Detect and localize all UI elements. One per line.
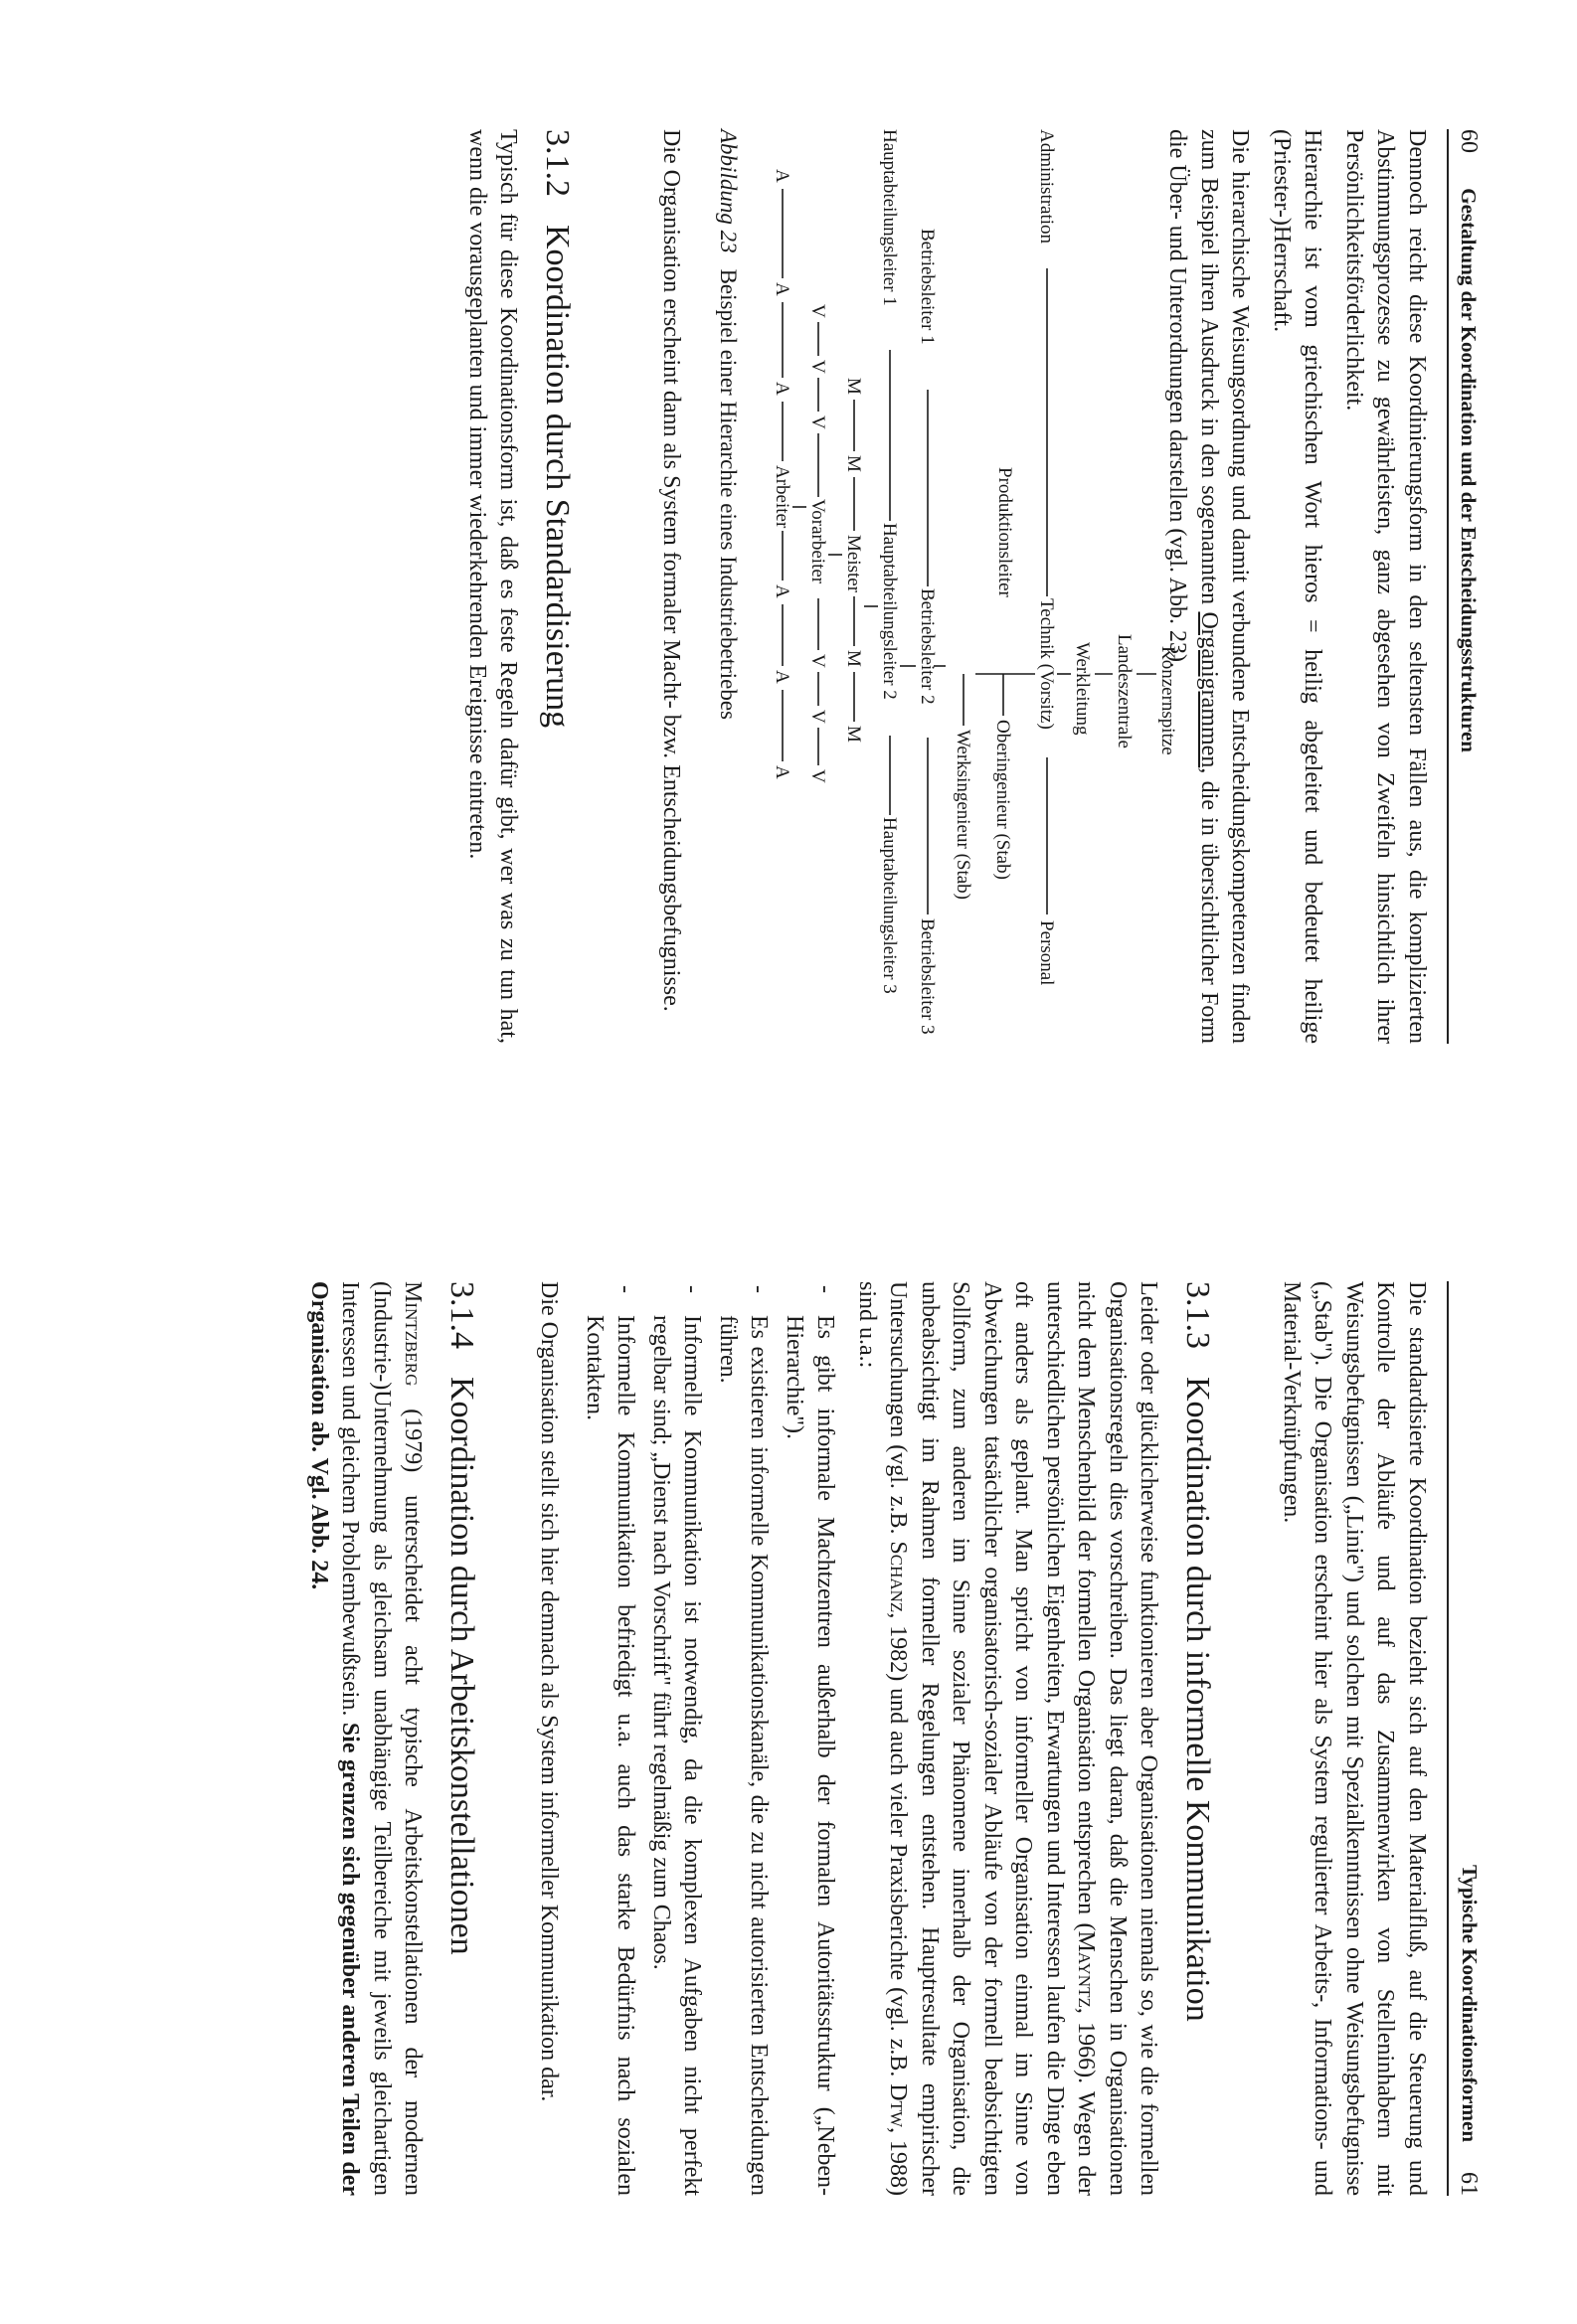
node-v: V <box>807 360 828 374</box>
node-produktionsleiter: Produktionsleiter <box>994 467 1015 597</box>
node-konzernspitze: Konzernspitze <box>1157 646 1178 755</box>
list-item: - Es gibt informale Machtzentren außerhalb der formalen Autoritätsstruktur („Neben-Hierarchie"). <box>779 1281 841 2196</box>
node-v: V <box>807 710 828 724</box>
node-v: V <box>807 304 828 318</box>
node-a: A <box>772 382 792 396</box>
paragraph: Die standardisierte Koordination bezieht sich auf den Materialfluß, auf die Steuerung und Kontrolle der Abläufe und auf das Zusammenwirken von Stelleninhabern mit Weisungsbefugnissen („Linie") und solchen mit Spezialkenntnissen ohne Weisungsbefugnisse („Stab"). Die Organisation erscheint hier als System regulierter Arbeits-, Informations- und Material-Verknüpfungen. <box>1279 1281 1430 2196</box>
node-m: M <box>843 378 864 395</box>
paragraph: Hierarchie ist vom griechischen Wort hieros = heilig abgeleitet und bedeutet heilige (Priester-)Herrschaft. <box>1269 129 1326 1044</box>
intro-text <box>1151 129 1432 1044</box>
node-administration: Administration <box>1036 129 1057 245</box>
section-3-1-4 <box>293 1281 478 2196</box>
node-werksingenieur: Werksingenieur (Stab) <box>953 730 973 900</box>
section-heading: 3.1.3Koordination durch informelle Kommunikation <box>1179 1281 1216 2022</box>
paragraph: Die Organisation stellt sich hier demnach als System informeller Kommunikation dar. <box>536 1281 563 2102</box>
node-vorarbeiter: Vorarbeiter <box>807 499 828 584</box>
node-werkleitung: Werkleitung <box>1072 642 1093 736</box>
findings-list <box>579 1281 841 2196</box>
node-betriebsleiter-1: Betriebsleiter 1 <box>917 229 938 345</box>
node-technik: Technik (Vorsitz) <box>1036 598 1057 730</box>
section-3-1-2 <box>451 129 574 1044</box>
node-personal: Personal <box>1036 920 1057 986</box>
figure-caption <box>713 129 745 1044</box>
running-head-title: Typische Koordinationsformen <box>1458 1864 1482 2142</box>
caption-text: Beispiel einer Hierarchie eines Industriebetriebes <box>716 268 741 721</box>
section-heading: 3.1.4Koordination durch Arbeitskonstellationen <box>443 1281 480 1955</box>
node-a: A <box>772 765 792 779</box>
node-betriebsleiter-2: Betriebsleiter 2 <box>917 588 938 705</box>
paragraph: Leider oder glücklicherweise funktionieren aber Organisationen niemals so, wie die formellen Organisationsregeln dies vorschreiben. Das liegt daran, daß die Menschen in Organisationen nicht dem Menschenbild der formellen Organisation entsprechen (Mayntz, 1966). Wegen der unterschiedlichen persönlichen Eigenheiten, Erwartungen und Interessen laufen die Dinge eben oft anders als geplant. Man spricht von informeller Organisation einmal im Sinne von Abweichungen tatsächlicher organisatorisch-sozialer Abläufe von der formell beabsichtigten Sollform, zum anderen im Sinne sozialer Phänomene innerhalb der Organisation, die unbeabsichtigt im Rahmen formeller Regelungen entstehen. Hauptresultate empirischer Untersuchungen (vgl. z.B. Schanz, 1982) und auch vieler Praxisberichte (vgl. z.B. Dtw, 1988) sind u.a.: <box>854 1281 1162 2196</box>
paragraph: Die Organisation erscheint dann als System formaler Macht- bzw. Entscheidungsbefugnisse. <box>658 129 684 1012</box>
node-oberingenieur: Oberingenieur (Stab) <box>992 720 1013 880</box>
list-item: - Informelle Kommunikation ist notwendig, da die komplexen Aufgaben nicht perfekt regelbar sind; „Dienst nach Vorschrift" führt regelmäßig zum Chaos. <box>645 1281 708 2196</box>
caption-label: Abbildung 23 <box>716 129 741 253</box>
node-m: M <box>843 650 864 667</box>
running-head-left <box>1447 129 1482 1044</box>
organigramm-term: Organigrammen <box>1196 611 1222 768</box>
page-61 <box>0 1162 1577 2324</box>
paragraph: Typisch für diese Koordinationsform ist, daß es feste Regeln dafür gibt, wer was zu tun hat, wenn die vorausgeplanten und immer wiederkehrenden Ereignisse eintreten. <box>464 129 522 1044</box>
node-v: V <box>807 654 828 668</box>
node-arbeiter: Arbeiter <box>772 465 792 529</box>
node-hauptabteilungsleiter-1: Hauptabteilungsleiter 1 <box>879 129 900 306</box>
node-m: M <box>843 455 864 472</box>
list-item: - Informelle Kommunikation befriedigt u.a. auch das starke Bedürfnis nach sozialen Kontakten. <box>579 1281 641 2196</box>
formal-system-text <box>645 129 687 1044</box>
running-head-title: Gestaltung der Koordination und der Entscheidungsstrukturen <box>1457 188 1481 752</box>
node-v: V <box>807 415 828 429</box>
section-3-1-3 <box>523 1281 1216 2196</box>
node-hauptabteilungsleiter-3: Hauptabteilungsleiter 3 <box>879 817 900 994</box>
standardization-text <box>1266 1281 1433 2196</box>
node-a: A <box>772 282 792 296</box>
paragraph: Dennoch reicht diese Koordinierungsform in den seltensten Fällen aus, die komplizierten Abstimmungsprozesse zu gewährleisten, ganz abgesehen von Zweifeln hinsichtlich ihrer Persönlichkeitsförderlichkeit. <box>1341 129 1430 1044</box>
node-meister: Meister <box>843 535 864 593</box>
node-m: M <box>843 726 864 743</box>
node-hauptabteilungsleiter-2: Hauptabteilungsleiter 2 <box>879 523 900 700</box>
node-v: V <box>807 769 828 783</box>
node-a: A <box>772 584 792 598</box>
page-number: 60 <box>1456 129 1482 153</box>
paragraph: Mintzberg (1979) unterscheidet acht typische Arbeitskonstellationen der modernen (Industrie-)Unternehmung als gleichsam unabhängige Teilbereiche mit jeweils gleichartigen Interessen und gleichem Problembewußtsein. Sie grenzen sich gegenüber anderen Teilen der Organisation ab. Vgl. Abb. 24. <box>306 1281 427 2197</box>
section-heading: 3.1.2Koordination durch Standardisierung <box>539 129 576 729</box>
page-number: 61 <box>1456 2172 1482 2196</box>
node-a: A <box>772 169 792 183</box>
node-landeszentrale: Landeszentrale <box>1114 634 1135 748</box>
node-betriebsleiter-3: Betriebsleiter 3 <box>917 918 938 1035</box>
paragraph: Die hierarchische Weisungsordnung und damit verbundene Entscheidungskompetenzen finden zum Beispiel ihren Ausdruck in den sogenannten Organigrammen, die in übersichtlicher Form die Über- und Unterordnungen darstellen (vgl. Abb. 23). <box>1164 129 1254 1044</box>
list-item: - Es existieren informelle Kommunikationskanäle, die zu nicht autorisierten Entscheidungen führen. <box>712 1281 775 2196</box>
org-chart <box>767 129 1184 1054</box>
node-a: A <box>772 670 792 684</box>
running-head-right <box>1447 1281 1482 2196</box>
